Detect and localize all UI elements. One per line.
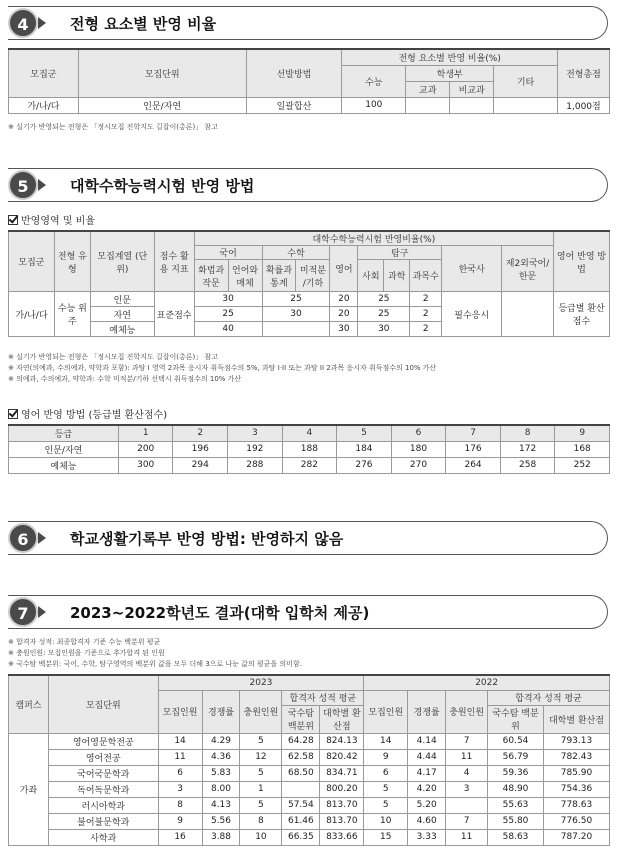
table-cell: 5.20 — [408, 797, 446, 813]
cell-type: 수능 위주 — [54, 292, 90, 337]
table-cell: 782.43 — [543, 749, 609, 765]
table-cell: 300 — [118, 457, 173, 473]
table-cell: 1 — [240, 781, 282, 797]
cell-unit: 인문/자연 — [78, 97, 246, 113]
table-cell: 59.36 — [488, 765, 544, 781]
header-kms: 국수탐 백분위 — [488, 705, 544, 733]
note: ※ 실기가 반영되는 전형은 「정시모집 진학지도 길잡이(총론)」 참고 — [8, 123, 218, 131]
table-cell: 4 — [446, 765, 488, 781]
table-cell: 813.70 — [320, 797, 364, 813]
cell-unit: 영어영문학전공 — [48, 733, 158, 749]
table-cell: 14 — [158, 733, 202, 749]
header-group: 모집군 — [9, 231, 55, 292]
header-comp: 경쟁률 — [408, 690, 446, 733]
grade-7: 7 — [446, 425, 501, 441]
table-cell: 55.80 — [488, 813, 544, 829]
table-cell: 10 — [364, 813, 408, 829]
cell-inquiry: 25 — [358, 307, 410, 322]
row-label: 인문/자연 — [9, 441, 119, 457]
table-row — [9, 733, 610, 749]
header-extra: 충원인원 — [240, 690, 282, 733]
cell-inquiry: 30 — [358, 322, 410, 337]
header-group: 모집군 — [9, 49, 79, 97]
table-cell: 180 — [391, 441, 446, 457]
table-cell: 4.13 — [202, 797, 240, 813]
cell-korean: 25 — [194, 307, 262, 322]
section-5-header — [8, 168, 610, 202]
table-cell: 834.71 — [320, 765, 364, 781]
cell-unit: 영어전공 — [48, 749, 158, 765]
header-m1: 확률과 통계 — [262, 260, 296, 292]
table-cell — [282, 781, 320, 797]
cell-index: 표준점수 — [154, 292, 194, 337]
table-cell — [446, 797, 488, 813]
header-kms: 국수탐 백분위 — [282, 705, 320, 733]
header-inquiry: 탐구 — [358, 246, 442, 260]
header-avg: 합격자 성적 평균 — [282, 690, 364, 705]
cell-nonsubject — [450, 97, 494, 113]
table-cell: 7 — [446, 813, 488, 829]
arrow-icon — [38, 532, 46, 544]
header-history: 한국사 — [442, 246, 502, 292]
header-k2: 언어와 매체 — [228, 260, 262, 292]
grade-2: 2 — [173, 425, 228, 441]
header-subject: 교과 — [406, 81, 450, 97]
table-cell: 276 — [337, 457, 392, 473]
section-number: 5 — [8, 170, 38, 200]
results-table — [8, 674, 610, 846]
table-cell: 4.29 — [202, 733, 240, 749]
cell-etc — [494, 97, 558, 113]
table-cell: 184 — [337, 441, 392, 457]
table-cell: 58.63 — [488, 829, 544, 845]
section-4-header — [8, 6, 610, 40]
table-row — [9, 813, 610, 829]
table-cell: 785.90 — [543, 765, 609, 781]
cell-track: 예체능 — [90, 322, 154, 337]
cell-math: 30 — [262, 307, 330, 322]
grade-4: 4 — [282, 425, 337, 441]
table-cell: 188 — [282, 441, 337, 457]
subheading-text: 반영영역 및 비율 — [21, 216, 95, 227]
cell-method: 일괄합산 — [246, 97, 342, 113]
header-quota: 모집인원 — [364, 690, 408, 733]
table-cell: 68.50 — [282, 765, 320, 781]
section-title: 학교생활기록부 반영 방법: 반영하지 않음 — [70, 530, 344, 548]
table-cell: 8 — [158, 797, 202, 813]
table-cell: 5 — [240, 797, 282, 813]
header-campus: 캠퍼스 — [9, 675, 49, 733]
grade-9: 9 — [555, 425, 610, 441]
table-cell: 6 — [364, 765, 408, 781]
table-cell: 3.33 — [408, 829, 446, 845]
cell-track: 자연 — [90, 307, 154, 322]
table-cell: 820.42 — [320, 749, 364, 765]
table-cell: 5 — [240, 765, 282, 781]
subheading-english — [8, 406, 167, 421]
table-cell: 270 — [391, 457, 446, 473]
table-cell: 48.90 — [488, 781, 544, 797]
table-cell: 15 — [364, 829, 408, 845]
table-cell: 57.54 — [282, 797, 320, 813]
header-foreign: 제2외국어/ 한문 — [502, 246, 554, 292]
table-cell: 833.66 — [320, 829, 364, 845]
table-cell: 5 — [364, 797, 408, 813]
checkbox-icon — [8, 215, 18, 225]
table-cell: 11 — [446, 749, 488, 765]
grade-6: 6 — [391, 425, 446, 441]
header-index: 점수 활용 지표 — [154, 231, 194, 292]
table-cell: 754.36 — [543, 781, 609, 797]
table-cell: 824.13 — [320, 733, 364, 749]
cell-subject — [406, 97, 450, 113]
table-cell: 176 — [446, 441, 501, 457]
table-cell: 3 — [446, 781, 488, 797]
header-ratio: 대학수학능력시험 반영비율(%) — [194, 231, 553, 246]
header-math: 수학 — [262, 246, 330, 260]
table-cell: 200 — [118, 441, 173, 457]
table-cell: 800.20 — [320, 781, 364, 797]
note: ※ 의예과, 수의예과, 약학과: 수학 미적분/기하 선택시 취득점수의 10% 가산 — [8, 375, 242, 383]
table-cell: 4.60 — [408, 813, 446, 829]
table-cell: 14 — [364, 733, 408, 749]
section-title: 전형 요소별 반영 비율 — [70, 15, 217, 33]
header-unit: 모집계열 (단위) — [90, 231, 154, 292]
cell-korean: 30 — [194, 292, 262, 307]
header-m2: 미적분 /기하 — [296, 260, 330, 292]
table-cell: 4.20 — [408, 781, 446, 797]
section-7-header — [8, 595, 610, 629]
cell-unit: 러시아학과 — [48, 797, 158, 813]
table-cell: 4.14 — [408, 733, 446, 749]
csat-ratio-table — [8, 230, 610, 337]
section-number: 4 — [8, 8, 38, 38]
table-cell: 61.46 — [282, 813, 320, 829]
row-label: 예체능 — [9, 457, 119, 473]
table-cell: 8 — [240, 813, 282, 829]
header-2023: 2023 — [158, 675, 364, 690]
table-cell: 10 — [240, 829, 282, 845]
table-cell: 4.44 — [408, 749, 446, 765]
table-cell: 793.13 — [543, 733, 609, 749]
table-cell: 11 — [446, 829, 488, 845]
cell-total: 1,000점 — [557, 97, 609, 113]
cell-english: 20 — [330, 292, 358, 307]
table-row — [9, 749, 610, 765]
table-cell: 64.28 — [282, 733, 320, 749]
cell-unit: 국어국문학과 — [48, 765, 158, 781]
table-cell: 6 — [158, 765, 202, 781]
subheading-ratio — [8, 212, 95, 227]
cell-unit: 사학과 — [48, 829, 158, 845]
cell-campus: 가좌 — [9, 733, 49, 845]
table-cell: 5 — [364, 781, 408, 797]
header-2022: 2022 — [364, 675, 610, 690]
table-cell: 9 — [158, 813, 202, 829]
section-6-header — [8, 521, 610, 555]
note: ※ 국수탐 백분위: 국어, 수학, 탐구영역의 백분위 값을 모두 더해 3으로 나눈 값의 평균을 의미함. — [8, 660, 302, 668]
cell-engmethod: 등급별 환산점수 — [553, 292, 609, 337]
table-cell: 3 — [158, 781, 202, 797]
header-k1: 화법과 작문 — [194, 260, 228, 292]
header-conv: 대학별 환산점 — [320, 705, 364, 733]
cell-count: 2 — [410, 307, 442, 322]
selection-ratio-table — [8, 48, 610, 114]
header-ratio: 전형 요소별 반영 비율(%) — [342, 49, 558, 65]
table-cell: 282 — [282, 457, 337, 473]
table-cell: 12 — [240, 749, 282, 765]
table-cell: 787.20 — [543, 829, 609, 845]
header-type: 전형 유형 — [54, 231, 90, 292]
table-cell: 7 — [446, 733, 488, 749]
arrow-icon — [38, 17, 46, 29]
table-cell: 168 — [555, 441, 610, 457]
header-science: 과학 — [384, 260, 410, 292]
header-comp: 경쟁률 — [202, 690, 240, 733]
header-nonsubject: 비교과 — [450, 81, 494, 97]
header-total: 전형총점 — [557, 49, 609, 97]
table-cell: 4.36 — [202, 749, 240, 765]
header-korean: 국어 — [194, 246, 262, 260]
table-cell: 55.63 — [488, 797, 544, 813]
header-social: 사회 — [358, 260, 384, 292]
cell-math — [262, 322, 330, 337]
table-cell: 264 — [446, 457, 501, 473]
table-cell: 258 — [500, 457, 555, 473]
cell-unit: 불어불문학과 — [48, 813, 158, 829]
header-conv: 대학별 환산점 — [543, 705, 609, 733]
table-row — [9, 781, 610, 797]
cell-csat: 100 — [342, 97, 406, 113]
table-cell: 4.17 — [408, 765, 446, 781]
section-title: 대학수학능력시험 반영 방법 — [70, 177, 255, 195]
table-cell: 196 — [173, 441, 228, 457]
arrow-icon — [38, 179, 46, 191]
table-cell: 192 — [228, 441, 283, 457]
header-method: 선발방법 — [246, 49, 342, 97]
table-cell: 11 — [158, 749, 202, 765]
table-cell: 16 — [158, 829, 202, 845]
cell-foreign — [502, 292, 554, 337]
table-cell: 9 — [364, 749, 408, 765]
table-cell: 5 — [240, 733, 282, 749]
header-grade: 등급 — [9, 425, 119, 441]
header-english: 영어 — [330, 246, 358, 292]
table-cell: 288 — [228, 457, 283, 473]
header-quota: 모집인원 — [158, 690, 202, 733]
table-cell: 3.88 — [202, 829, 240, 845]
table-cell: 62.58 — [282, 749, 320, 765]
cell-history: 필수응시 — [442, 292, 502, 337]
header-record: 학생부 — [406, 65, 494, 81]
section-number: 7 — [8, 597, 38, 627]
cell-math: 25 — [262, 292, 330, 307]
note: ※ 실기가 반영되는 전형은 「정시모집 진학지도 길잡이(총론)」 참고 — [8, 353, 218, 361]
table-cell: 252 — [555, 457, 610, 473]
table-cell: 56.79 — [488, 749, 544, 765]
subheading-text: 영어 반영 방법 (등급별 환산점수) — [21, 410, 168, 421]
table-cell: 66.35 — [282, 829, 320, 845]
table-cell: 5.56 — [202, 813, 240, 829]
table-cell: 60.54 — [488, 733, 544, 749]
cell-group: 가/나/다 — [9, 97, 79, 113]
cell-english: 30 — [330, 322, 358, 337]
table-cell: 172 — [500, 441, 555, 457]
cell-english: 20 — [330, 307, 358, 322]
header-unit: 모집단위 — [78, 49, 246, 97]
cell-count: 2 — [410, 322, 442, 337]
table-cell: 8.00 — [202, 781, 240, 797]
section-title: 2023~2022학년도 결과(대학 입학처 제공) — [70, 604, 370, 622]
header-extra: 충원인원 — [446, 690, 488, 733]
table-cell: 778.63 — [543, 797, 609, 813]
header-csat: 수능 — [342, 65, 406, 97]
note: ※ 충원인원: 모집인원을 기준으로 추가합격 된 인원 — [8, 649, 165, 657]
cell-group: 가/나/다 — [9, 292, 55, 337]
cell-korean: 40 — [194, 322, 262, 337]
grade-1: 1 — [118, 425, 173, 441]
table-cell: 813.70 — [320, 813, 364, 829]
table-row — [9, 829, 610, 845]
header-etc: 기타 — [494, 65, 558, 97]
cell-inquiry: 25 — [358, 292, 410, 307]
header-count: 과목수 — [410, 260, 442, 292]
table-row — [9, 765, 610, 781]
table-cell: 776.50 — [543, 813, 609, 829]
cell-track: 인문 — [90, 292, 154, 307]
grade-3: 3 — [228, 425, 283, 441]
english-grade-table — [8, 424, 610, 474]
arrow-icon — [38, 606, 46, 618]
note: ※ 자연(의예과, 수의예과, 약학과 포함): 과탐 I 영역 2과목 응시자 취득점수의 5%, 과탐 I·II 또는 과탐 II 2과목 응시자 취득점수의 10% 가산 — [8, 364, 437, 372]
table-row — [9, 797, 610, 813]
table-cell: 5.83 — [202, 765, 240, 781]
header-engmethod: 영어 반영 방법 — [553, 231, 609, 292]
table-cell: 294 — [173, 457, 228, 473]
header-avg: 합격자 성적 평균 — [488, 690, 610, 705]
grade-5: 5 — [337, 425, 392, 441]
note: ※ 합격자 성적: 최종합격자 기준 수능 백분위 평균 — [8, 638, 161, 646]
cell-unit: 독어독문학과 — [48, 781, 158, 797]
grade-8: 8 — [500, 425, 555, 441]
cell-count: 2 — [410, 292, 442, 307]
header-unit: 모집단위 — [48, 675, 158, 733]
checkbox-icon — [8, 409, 18, 419]
section-number: 6 — [8, 523, 38, 553]
